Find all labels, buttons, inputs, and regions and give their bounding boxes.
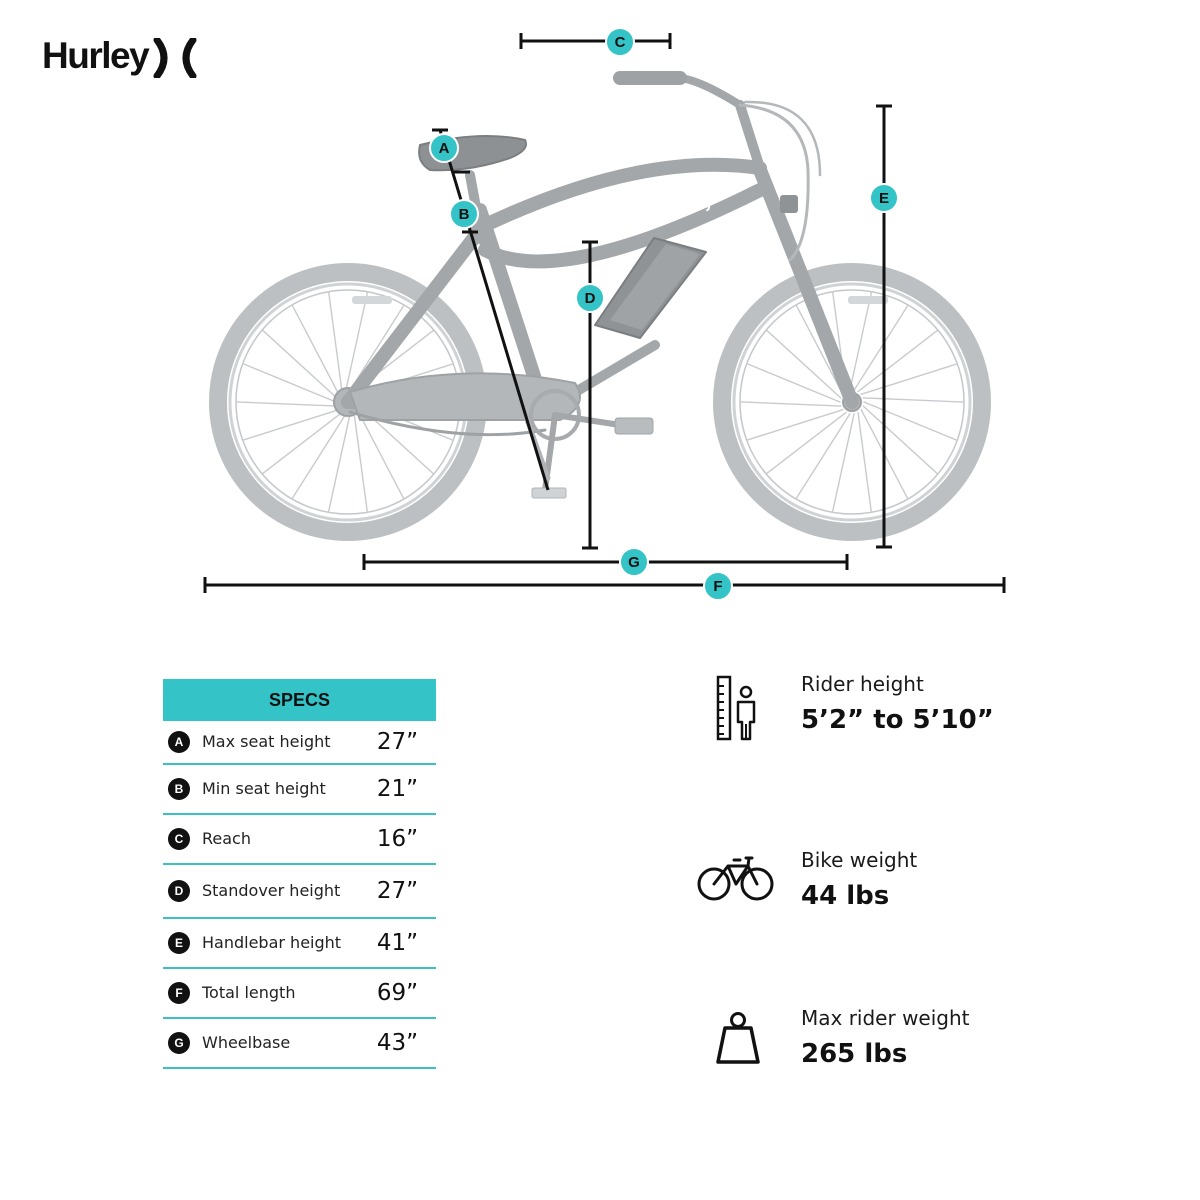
wheel-spoke	[747, 410, 843, 440]
max-rider-weight-label: Max rider weight	[801, 1006, 970, 1030]
spec-value: 21”	[376, 776, 418, 802]
svg-text:C: C	[614, 34, 626, 51]
spec-label: Wheelbase	[202, 1033, 291, 1052]
wheel-spoke	[863, 398, 964, 402]
svg-text:B: B	[458, 206, 470, 223]
spec-label: Handlebar height	[202, 933, 342, 952]
spec-row-reach	[163, 815, 436, 865]
wheel-spoke	[850, 292, 872, 390]
spec-badge: A	[168, 731, 190, 753]
chain-guard	[350, 373, 580, 420]
marker-e	[870, 184, 898, 212]
spec-label: Reach	[202, 829, 251, 848]
spec-value: 41”	[376, 930, 418, 956]
brand-logo-text: Hurley	[42, 35, 149, 76]
spec-row-max-seat-height	[163, 721, 436, 765]
spec-badge: B	[168, 778, 190, 800]
bike-weight-value: 44 lbs	[801, 881, 890, 911]
frame-decal: Hurley	[661, 193, 715, 225]
spec-value: 27”	[376, 729, 418, 755]
spec-badge: C	[168, 828, 190, 850]
bike-weight-label: Bike weight	[801, 848, 918, 872]
spec-value: 16”	[376, 826, 418, 852]
max-rider-weight-block	[690, 1006, 1160, 1096]
spec-row-wheelbase	[163, 1019, 436, 1069]
wheel-spoke	[858, 412, 871, 512]
wheel-spoke	[354, 412, 367, 512]
spec-label: Min seat height	[202, 779, 326, 798]
svg-text:E: E	[878, 190, 890, 207]
spec-value: 27”	[376, 878, 418, 904]
wheel-spoke	[747, 364, 840, 402]
wheel-spoke	[796, 414, 850, 499]
spec-label: Total length	[202, 983, 296, 1002]
max-rider-weight-value: 265 lbs	[801, 1039, 908, 1069]
marker-c	[606, 28, 634, 56]
wheel-spoke	[864, 402, 957, 440]
wheel-spoke	[832, 414, 854, 512]
spec-value: 43”	[376, 1030, 418, 1056]
bike-weight-block	[690, 848, 1160, 938]
weight-icon	[690, 1006, 780, 1076]
spec-label: Standover height	[202, 881, 341, 900]
wheel-spoke	[328, 414, 350, 512]
spec-badge: D	[168, 880, 190, 902]
spec-row-handlebar-height	[163, 919, 436, 969]
rider-height-block	[690, 672, 1160, 762]
marker-b	[450, 200, 478, 228]
spec-row-min-seat-height	[163, 765, 436, 815]
rider-height-label: Rider height	[801, 672, 924, 696]
svg-text:G: G	[628, 554, 640, 571]
spec-badge: F	[168, 982, 190, 1004]
svg-text:F: F	[713, 578, 723, 595]
spec-row-standover-height	[163, 865, 436, 919]
marker-g	[620, 548, 648, 576]
wheel-spoke	[329, 292, 342, 392]
spec-badge: G	[168, 1032, 190, 1054]
specs-header: SPECS	[163, 679, 436, 721]
wheel-spoke	[243, 364, 336, 402]
wheel-spoke	[854, 305, 908, 390]
spec-value: 69”	[376, 980, 418, 1006]
wheel-spoke	[236, 402, 337, 406]
marker-f	[704, 572, 732, 600]
wheel-spoke	[292, 414, 346, 499]
marker-a	[430, 134, 458, 162]
svg-text:D: D	[584, 290, 596, 307]
bicycle-icon	[690, 848, 780, 908]
height-ruler-person-icon	[690, 672, 770, 752]
wheel-spoke	[861, 364, 957, 394]
wheel-spoke	[740, 402, 841, 406]
spec-row-total-length	[163, 969, 436, 1019]
spec-badge: E	[168, 932, 190, 954]
wheel-spoke	[243, 410, 339, 440]
marker-d	[576, 284, 604, 312]
svg-text:A: A	[438, 140, 450, 157]
specs-table	[163, 679, 436, 1069]
spec-label: Max seat height	[202, 732, 331, 751]
rider-height-value: 5’2” to 5’10”	[801, 705, 994, 735]
